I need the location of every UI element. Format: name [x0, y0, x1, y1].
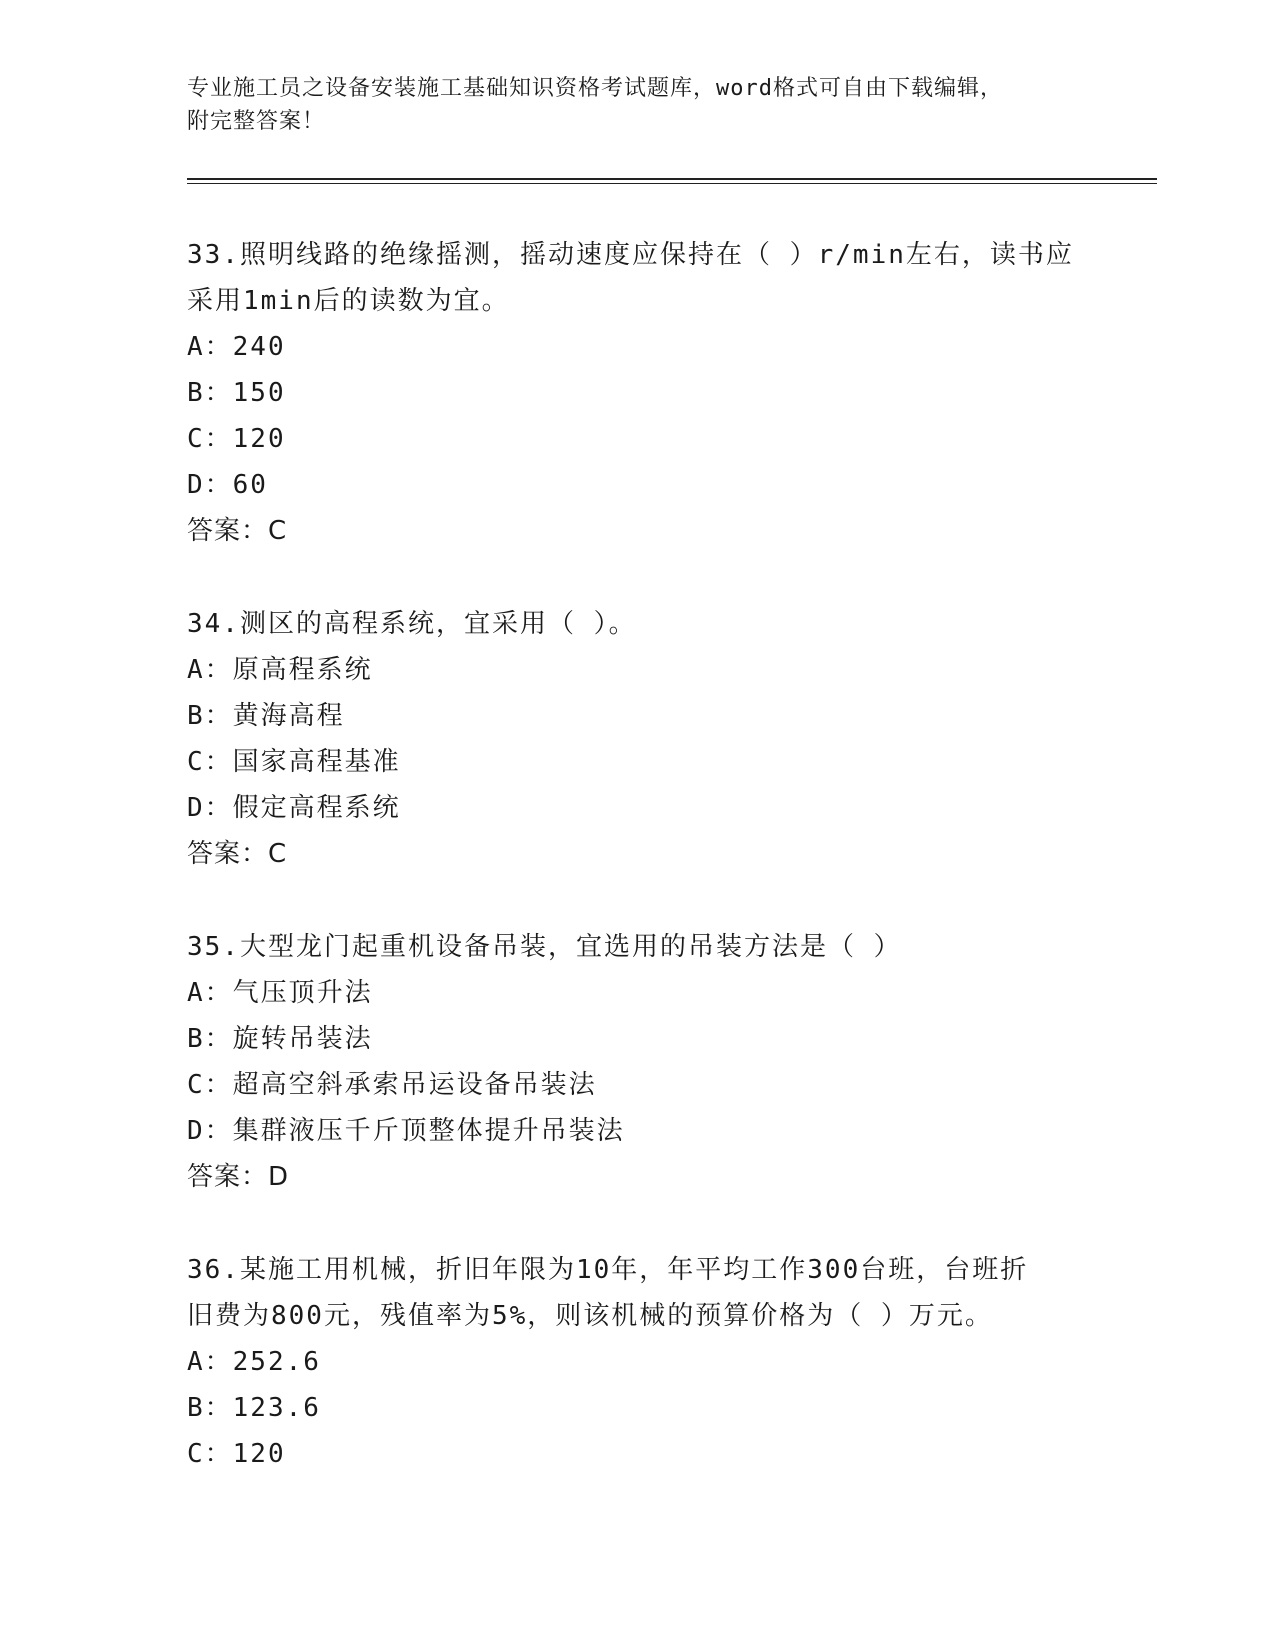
answer: 答案：C: [187, 516, 288, 546]
option-d: D：集群液压千斤顶整体提升吊装法: [187, 1116, 625, 1146]
question-36: [187, 1247, 1087, 1477]
header-line-1: 专业施工员之设备安装施工基础知识资格考试题库，word格式可自由下载编辑，: [187, 76, 1003, 101]
option-b: B：123.6: [187, 1393, 321, 1423]
answer: 答案：D: [187, 1162, 290, 1192]
question-stem-continued: 旧费为800元，残值率为5%，则该机械的预算价格为（ ）万元。: [187, 1301, 993, 1331]
document-header: [187, 72, 1087, 138]
option-a: A：气压顶升法: [187, 978, 373, 1008]
question-stem: 33.照明线路的绝缘摇测，摇动速度应保持在（ ）r/min左右，读书应: [187, 240, 1074, 270]
option-c: C：超高空斜承索吊运设备吊装法: [187, 1070, 597, 1100]
option-c: C：120: [187, 424, 286, 454]
question-35: [187, 924, 1087, 1200]
option-c: C：国家高程基准: [187, 747, 401, 777]
question-34: [187, 601, 1087, 877]
option-b: B：黄海高程: [187, 701, 345, 731]
header-divider-thin: [187, 183, 1157, 184]
question-stem-continued: 采用1min后的读数为宜。: [187, 286, 510, 316]
header-line-2: 附完整答案！: [187, 109, 326, 134]
question-list: [187, 232, 1087, 1524]
option-d: D：60: [187, 470, 268, 500]
option-a: A：240: [187, 332, 286, 362]
option-a: A：原高程系统: [187, 655, 373, 685]
question-stem: 34.测区的高程系统，宜采用（ ）。: [187, 609, 637, 639]
question-33: [187, 232, 1087, 554]
option-b: B：150: [187, 378, 286, 408]
option-c: C：120: [187, 1439, 286, 1469]
question-stem: 36.某施工用机械，折旧年限为10年，年平均工作300台班，台班折: [187, 1255, 1029, 1285]
header-divider: [187, 178, 1157, 180]
answer: 答案：C: [187, 839, 288, 869]
option-d: D：假定高程系统: [187, 793, 401, 823]
question-stem: 35.大型龙门起重机设备吊装，宜选用的吊装方法是（ ）: [187, 932, 902, 962]
option-b: B：旋转吊装法: [187, 1024, 373, 1054]
option-a: A：252.6: [187, 1347, 321, 1377]
